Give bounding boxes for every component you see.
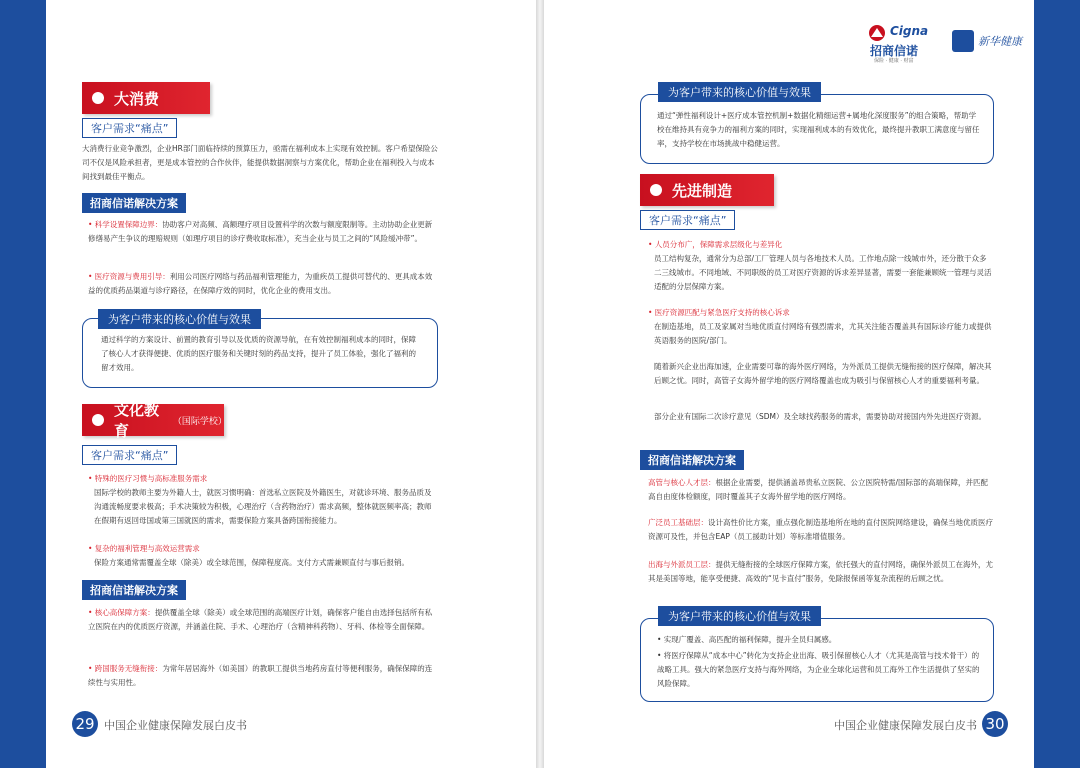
solution-item	[648, 558, 994, 586]
solution-item-title: 出海与外派员工层：	[648, 560, 716, 569]
need-item-text: 国际学校的教师主要为外籍人士，就医习惯明确：首选私立医院及外籍医生，对就诊环境、服务品质及沟通流畅度要求极高；手术决策较为积极，心理治疗（含药物治疗）需求高频，整体就医频率高；教师在假期有返回母国或第三国就医的需求，需要保险方案具备跨国衔接能力。	[94, 488, 432, 525]
page-number: 29	[72, 711, 98, 737]
section-heading-consumer	[82, 82, 210, 114]
page-number: 30	[982, 711, 1008, 737]
logo-sub-text: 保险 · 健康 · 财富	[874, 58, 914, 64]
solution-item-title: 广泛员工基础层：	[648, 518, 708, 527]
section-title: 大消费	[114, 89, 160, 108]
bullet-dot-icon	[92, 92, 104, 104]
solution-label: 招商信诺解决方案	[82, 193, 186, 213]
need-item-text: 部分企业有国际二次诊疗意见（SDM）及全球找药服务的需求，需要协助对接国内外先进医疗资源。	[654, 412, 987, 421]
value-item: • 将医疗保障从“成本中心”转化为支持企业出海、吸引保留核心人才（尤其是高管与技术骨干）的战略工具。强大的紧急医疗支持与海外网络，为企业全球化运营和员工海外工作生活提供了坚实的风险保障。	[657, 651, 980, 688]
value-text: 通过“弹性福利设计+医疗成本管控机制+数据化精细运营+属地化深度服务”的组合策略，帮助学校在维持具有竞争力的福利方案的同时，实现福利成本的有效优化，最终提升教职工满意度与留任率，支持学校在市场挑战中稳健运营。	[657, 111, 980, 148]
solution-item	[88, 606, 438, 634]
value-item: • 实现广覆盖、高匹配的福利保障，提升全员归属感。	[657, 635, 837, 644]
value-label: 为客户带来的核心价值与效果	[98, 309, 261, 329]
solution-item-text: 为常年居居海外（如美国）的教职工提供当地药房直付等便利服务，确保保障的连续性与实用性。	[88, 664, 433, 687]
logo-main-text: 招商信诺	[870, 44, 919, 58]
solution-item-title: • 科学设置保障边界：	[88, 220, 163, 229]
need-item-title: • 特殊的医疗习惯与高标准服务需求	[88, 474, 208, 483]
section-heading-education	[82, 401, 227, 440]
need-item-title: • 复杂的福利管理与高效运营需求	[88, 544, 200, 553]
cigna-logo	[866, 22, 946, 64]
solution-item	[88, 218, 438, 246]
book-gutter	[536, 0, 544, 768]
logo-cigna-text: Cigna	[890, 24, 929, 38]
value-label: 为客户带来的核心价值与效果	[658, 82, 821, 102]
right-page-spine	[1034, 0, 1080, 768]
solution-item	[648, 516, 994, 544]
solution-label: 招商信诺解决方案	[640, 450, 744, 470]
need-label: 客户需求“痛点”	[82, 118, 177, 138]
solution-item	[88, 662, 438, 690]
solution-item	[88, 270, 438, 298]
solution-item-text: 提供覆盖全球（除美）或全球范围的高端医疗计划，确保客户能自由选择包括所有私立医院在内的优质医疗资源，并涵盖住院、手术、心理治疗（含精神科药物）、牙科、体检等全面保障。	[88, 608, 433, 631]
cigna-tree-icon	[866, 24, 888, 42]
solution-item-text: 提供无缝衔接的全球医疗保障方案，依托强大的直付网络，确保外派员工在海外，尤其是美国等地，能享受便捷、高效的“见卡直付”服务，免除报保函等复杂流程的后顾之忧。	[648, 560, 993, 583]
section-heading-manufacturing	[640, 174, 774, 206]
solution-item-title: • 核心高保障方案：	[88, 608, 155, 617]
value-box	[640, 618, 994, 702]
left-page	[46, 0, 536, 768]
need-item-text: 随着新兴企业出海加速，企业需要可靠的海外医疗网络，为外派员工提供无缝衔接的医疗保障，解决其后顾之忧。同时，高管子女海外留学地的医疗网络覆盖也成为吸引与保留核心人才的重要福利考量。	[654, 362, 992, 385]
value-box	[640, 94, 994, 164]
need-text: 大消费行业竞争激烈，企业HR部门面临持续的预算压力，亟需在福利成本上实现有效控制。客户希望保险公司不仅是风险承担者，更是成本管控的合作伙伴，能提供数据洞察与方案优化，帮助企业在福利投入与成本间找到最佳平衡点。	[82, 144, 438, 181]
section-title-note: （国际学校）	[172, 416, 227, 427]
bullet-dot-icon	[650, 184, 662, 196]
partner-logo	[952, 30, 1024, 58]
footer-title: 中国企业健康保障发展白皮书	[834, 719, 977, 732]
solution-label: 招商信诺解决方案	[82, 580, 186, 600]
need-item-text: 员工结构复杂，通常分为总部/工厂管理人员与各地技术人员。工作地点除一线城市外，还分散于众多二三线城市。不同地域、不同职级的员工对医疗资源的诉求差异显著，需要一套能兼顾统一管理与灵活适配的分层保障方案。	[654, 254, 992, 291]
value-text: 通过科学的方案设计、前置的教育引导以及优质的资源导航，在有效控制福利成本的同时，保障了核心人才获得便捷、优质的医疗服务和关键时刻的药品支持，提升了员工体验，强化了福利的留才效用。	[101, 335, 416, 372]
partner-logo-icon	[952, 30, 974, 52]
left-page-spine	[0, 0, 46, 768]
value-label: 为客户带来的核心价值与效果	[658, 606, 821, 626]
section-title: 先进制造	[672, 181, 733, 200]
solution-item-title: • 跨国服务无缝衔接：	[88, 664, 163, 673]
solution-item-text: 利用公司医疗网络与药品福利管理能力，为重疾员工提供可替代的、更具成本效益的优质药品渠道与诊疗路径，在保障疗效的同时，优化企业的费用支出。	[88, 272, 433, 295]
right-page	[544, 0, 1034, 768]
solution-item-title: • 医疗资源与费用引导：	[88, 272, 170, 281]
solution-item	[648, 476, 994, 504]
partner-logo-text: 新华健康	[978, 35, 1022, 48]
bullet-dot-icon	[92, 414, 104, 426]
footer-title: 中国企业健康保障发展白皮书	[104, 719, 247, 732]
need-item-title: • 人员分布广，保障需求层级化与差异化	[648, 240, 783, 249]
need-label: 客户需求“痛点”	[640, 210, 735, 230]
solution-item-text: 设计高性价比方案，重点强化制造基地所在地的直付医院网络建设，确保当地优质医疗资源可及性，并包含EAP（员工援助计划）等标准增值服务。	[648, 518, 993, 541]
need-label: 客户需求“痛点”	[82, 445, 177, 465]
need-item-text: 保险方案通常需覆盖全球（除美）或全球范围，保障程度高。支付方式需兼顾直付与事后报销。	[94, 558, 409, 567]
solution-item-title: 高管与核心人才层：	[648, 478, 716, 487]
need-item-text: 在制造基地，员工及家属对当地优质直付网络有强烈需求，尤其关注能否覆盖具有国际诊疗能力或提供英语服务的医院/部门。	[654, 322, 992, 345]
section-title: 文化教育	[114, 401, 160, 440]
need-item-title: • 医疗资源匹配与紧急医疗支持的核心诉求	[648, 308, 790, 317]
solution-item-text: 根据企业需要，提供涵盖昂贵私立医院、公立医院特需/国际部的高端保障，并匹配高自由度体检额度，同时覆盖其子女海外留学地的医疗网络。	[648, 478, 989, 501]
solution-item-text: 协助客户对高频、高额理疗项目设置科学的次数与额度限制等。主动协助企业更新修缮易产生争议的理赔规则（如理疗项目的诊疗费收取标准），充当企业与员工之间的“风险缓冲带”。	[88, 220, 433, 243]
